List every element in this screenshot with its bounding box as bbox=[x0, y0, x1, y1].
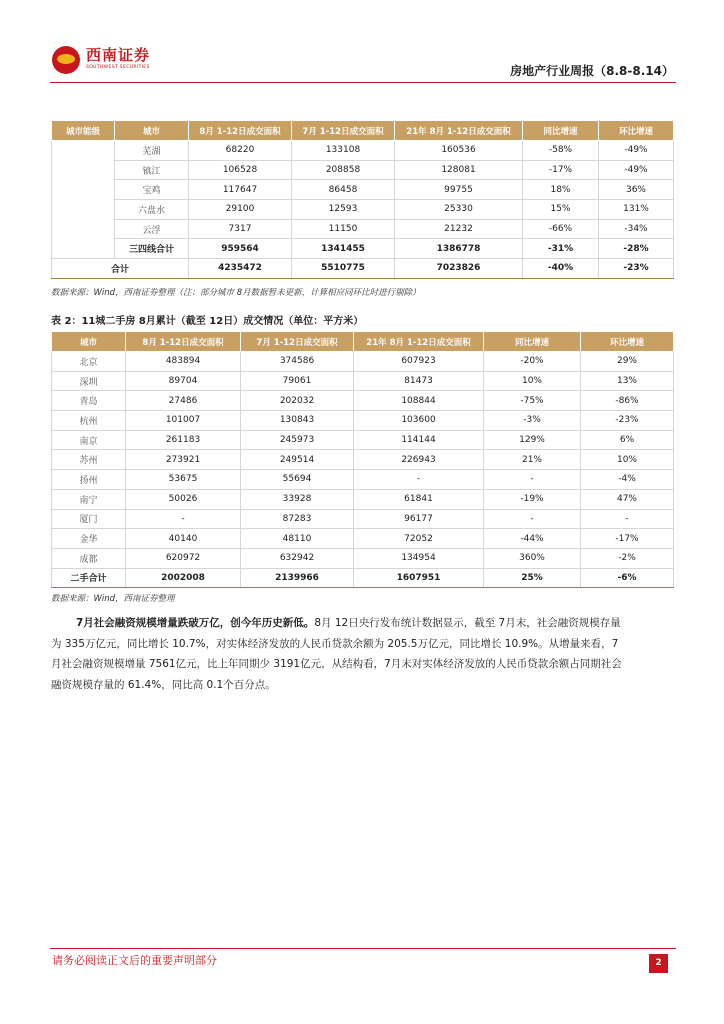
city-cell: 扬州 bbox=[52, 470, 126, 490]
value-cell: 12593 bbox=[292, 200, 395, 220]
body-paragraph bbox=[51, 613, 626, 695]
table-row bbox=[52, 529, 674, 549]
value-cell: 130843 bbox=[241, 411, 354, 431]
table-row bbox=[52, 470, 674, 490]
value-cell: -20% bbox=[484, 352, 581, 372]
value-cell: 103600 bbox=[354, 411, 484, 431]
subtotal-label: 三四线合计 bbox=[115, 239, 189, 259]
value-cell: 208858 bbox=[292, 160, 395, 180]
value-cell: -49% bbox=[599, 160, 674, 180]
value-cell: 87283 bbox=[241, 509, 354, 529]
table-row bbox=[52, 160, 674, 180]
value-cell: -2% bbox=[581, 548, 674, 568]
value-cell: 1386778 bbox=[395, 239, 523, 259]
value-cell: 6% bbox=[581, 430, 674, 450]
value-cell: 483894 bbox=[126, 352, 241, 372]
table-row bbox=[52, 509, 674, 529]
city-cell: 成都 bbox=[52, 548, 126, 568]
col-header: 7月 1-12日成交面积 bbox=[292, 121, 395, 141]
col-header: 同比增速 bbox=[523, 121, 599, 141]
table-row bbox=[52, 180, 674, 200]
value-cell: 55694 bbox=[241, 470, 354, 490]
value-cell: - bbox=[484, 509, 581, 529]
value-cell: 10% bbox=[484, 371, 581, 391]
table-row bbox=[52, 430, 674, 450]
value-cell: 10% bbox=[581, 450, 674, 470]
city-cell: 镇江 bbox=[115, 160, 189, 180]
value-cell: -28% bbox=[599, 239, 674, 259]
value-cell: 61841 bbox=[354, 489, 484, 509]
value-cell: 81473 bbox=[354, 371, 484, 391]
value-cell: 245973 bbox=[241, 430, 354, 450]
value-cell: 50026 bbox=[126, 489, 241, 509]
value-cell: 79061 bbox=[241, 371, 354, 391]
value-cell: -17% bbox=[523, 160, 599, 180]
value-cell: -23% bbox=[599, 259, 674, 279]
city-cell: 青岛 bbox=[52, 391, 126, 411]
value-cell: 128081 bbox=[395, 160, 523, 180]
report-title: 房地产行业周报（8.8-8.14） bbox=[510, 64, 674, 78]
value-cell: 21% bbox=[484, 450, 581, 470]
value-cell: 129% bbox=[484, 430, 581, 450]
value-cell: 15% bbox=[523, 200, 599, 220]
company-logo bbox=[52, 44, 172, 80]
value-cell: 261183 bbox=[126, 430, 241, 450]
value-cell: 11150 bbox=[292, 219, 395, 239]
total-row bbox=[52, 568, 674, 588]
value-cell: 29% bbox=[581, 352, 674, 372]
value-cell: 7023826 bbox=[395, 259, 523, 279]
value-cell: -44% bbox=[484, 529, 581, 549]
value-cell: -66% bbox=[523, 219, 599, 239]
table-row bbox=[52, 200, 674, 220]
value-cell: 53675 bbox=[126, 470, 241, 490]
col-header: 城市 bbox=[115, 121, 189, 141]
value-cell: 2139966 bbox=[241, 568, 354, 588]
value-cell: 160536 bbox=[395, 141, 523, 161]
value-cell: 108844 bbox=[354, 391, 484, 411]
value-cell: 25330 bbox=[395, 200, 523, 220]
value-cell: -17% bbox=[581, 529, 674, 549]
value-cell: 202032 bbox=[241, 391, 354, 411]
table-row bbox=[52, 450, 674, 470]
value-cell: 273921 bbox=[126, 450, 241, 470]
value-cell: -19% bbox=[484, 489, 581, 509]
value-cell: 96177 bbox=[354, 509, 484, 529]
city-cell: 南京 bbox=[52, 430, 126, 450]
col-header: 7月 1-12日成交面积 bbox=[241, 332, 354, 352]
value-cell: 48110 bbox=[241, 529, 354, 549]
value-cell: 226943 bbox=[354, 450, 484, 470]
table-row bbox=[52, 391, 674, 411]
col-header: 21年 8月 1-12日成交面积 bbox=[395, 121, 523, 141]
paragraph-body: 8月 12日央行发布统计数据显示，截至 7月末，社会融资规模存量为 335万亿元，同比增长 10.7%，对实体经济发放的人民币贷款余额为 205.5万亿元，同比增长 10.9%。从增量来看，7月社会融资规模增量 7561亿元，比上年同期少 3191亿元，从结构看，7月末对实体经济发放的人民币贷款余额占同期社会融资规模存量的 61.4%，同比高 0.1个百分点。 bbox=[51, 617, 622, 691]
city-cell: 芜湖 bbox=[115, 141, 189, 161]
value-cell: 1341455 bbox=[292, 239, 395, 259]
value-cell: 7317 bbox=[189, 219, 292, 239]
value-cell: -86% bbox=[581, 391, 674, 411]
value-cell: 5510775 bbox=[292, 259, 395, 279]
value-cell: 18% bbox=[523, 180, 599, 200]
value-cell: 131% bbox=[599, 200, 674, 220]
page-header bbox=[50, 40, 676, 82]
table1-source-note: 数据来源：Wind，西南证券整理（注：部分城市 8月数据暂未更新，计算相应同环比时进行剔除） bbox=[51, 288, 421, 298]
table-new-home-transactions bbox=[51, 120, 674, 279]
value-cell: 360% bbox=[484, 548, 581, 568]
city-cell: 金华 bbox=[52, 529, 126, 549]
value-cell: 1607951 bbox=[354, 568, 484, 588]
value-cell: 89704 bbox=[126, 371, 241, 391]
table-second-hand-transactions bbox=[51, 331, 674, 588]
subtotal-row bbox=[52, 239, 674, 259]
col-header: 城市 bbox=[52, 332, 126, 352]
city-cell: 杭州 bbox=[52, 411, 126, 431]
value-cell: 133108 bbox=[292, 141, 395, 161]
value-cell: -31% bbox=[523, 239, 599, 259]
value-cell: 632942 bbox=[241, 548, 354, 568]
value-cell: -3% bbox=[484, 411, 581, 431]
logo-brand-en: SOUTHWEST SECURITIES bbox=[86, 65, 150, 70]
value-cell: 68220 bbox=[189, 141, 292, 161]
value-cell: -58% bbox=[523, 141, 599, 161]
value-cell: 959564 bbox=[189, 239, 292, 259]
value-cell: - bbox=[581, 509, 674, 529]
logo-emblem-icon bbox=[52, 46, 80, 74]
city-cell: 北京 bbox=[52, 352, 126, 372]
value-cell: 25% bbox=[484, 568, 581, 588]
value-cell: 86458 bbox=[292, 180, 395, 200]
col-header: 同比增速 bbox=[484, 332, 581, 352]
total-label: 合计 bbox=[52, 259, 189, 279]
footer-divider bbox=[50, 948, 676, 949]
city-cell: 厦门 bbox=[52, 509, 126, 529]
value-cell: -34% bbox=[599, 219, 674, 239]
value-cell: 249514 bbox=[241, 450, 354, 470]
value-cell: 47% bbox=[581, 489, 674, 509]
city-cell: 云浮 bbox=[115, 219, 189, 239]
paragraph-lead: 7月社会融资规模增量跌破万亿，创今年历史新低。 bbox=[76, 617, 315, 629]
value-cell: 33928 bbox=[241, 489, 354, 509]
value-cell: -4% bbox=[581, 470, 674, 490]
value-cell: 101007 bbox=[126, 411, 241, 431]
col-header: 8月 1-12日成交面积 bbox=[189, 121, 292, 141]
col-header: 环比增速 bbox=[599, 121, 674, 141]
table-row bbox=[52, 352, 674, 372]
col-header: 8月 1-12日成交面积 bbox=[126, 332, 241, 352]
value-cell: 607923 bbox=[354, 352, 484, 372]
city-cell: 六盘水 bbox=[115, 200, 189, 220]
value-cell: -23% bbox=[581, 411, 674, 431]
value-cell: 29100 bbox=[189, 200, 292, 220]
value-cell: 114144 bbox=[354, 430, 484, 450]
header-divider bbox=[50, 82, 676, 83]
value-cell: 106528 bbox=[189, 160, 292, 180]
value-cell: 374586 bbox=[241, 352, 354, 372]
table-header-row bbox=[52, 121, 674, 141]
city-cell: 宝鸡 bbox=[115, 180, 189, 200]
value-cell: -6% bbox=[581, 568, 674, 588]
value-cell: -75% bbox=[484, 391, 581, 411]
table-row bbox=[52, 219, 674, 239]
table2-caption: 表 2：11城二手房 8月累计（截至 12日）成交情况（单位：平方米） bbox=[51, 316, 364, 327]
col-header: 21年 8月 1-12日成交面积 bbox=[354, 332, 484, 352]
table-row bbox=[52, 411, 674, 431]
value-cell: 40140 bbox=[126, 529, 241, 549]
total-row bbox=[52, 259, 674, 279]
value-cell: 27486 bbox=[126, 391, 241, 411]
tier-cell bbox=[52, 141, 115, 259]
value-cell: 620972 bbox=[126, 548, 241, 568]
table-row bbox=[52, 371, 674, 391]
value-cell: 13% bbox=[581, 371, 674, 391]
city-cell: 苏州 bbox=[52, 450, 126, 470]
table-row bbox=[52, 489, 674, 509]
city-cell: 南宁 bbox=[52, 489, 126, 509]
value-cell: - bbox=[484, 470, 581, 490]
value-cell: 2002008 bbox=[126, 568, 241, 588]
value-cell: - bbox=[126, 509, 241, 529]
col-header: 环比增速 bbox=[581, 332, 674, 352]
value-cell: -40% bbox=[523, 259, 599, 279]
value-cell: 36% bbox=[599, 180, 674, 200]
page-number: 2 bbox=[649, 954, 668, 973]
value-cell: 4235472 bbox=[189, 259, 292, 279]
table-row bbox=[52, 548, 674, 568]
footer-disclaimer: 请务必阅读正文后的重要声明部分 bbox=[52, 954, 217, 967]
value-cell: 99755 bbox=[395, 180, 523, 200]
value-cell: 21232 bbox=[395, 219, 523, 239]
total-label: 二手合计 bbox=[52, 568, 126, 588]
logo-brand-cn: 西南证券 bbox=[86, 46, 151, 64]
value-cell: 117647 bbox=[189, 180, 292, 200]
table-row bbox=[52, 141, 674, 161]
value-cell: -49% bbox=[599, 141, 674, 161]
value-cell: - bbox=[354, 470, 484, 490]
table2-source-note: 数据来源：Wind，西南证券整理 bbox=[51, 594, 175, 604]
col-header: 城市能级 bbox=[52, 121, 115, 141]
value-cell: 72052 bbox=[354, 529, 484, 549]
table-header-row bbox=[52, 332, 674, 352]
value-cell: 134954 bbox=[354, 548, 484, 568]
city-cell: 深圳 bbox=[52, 371, 126, 391]
